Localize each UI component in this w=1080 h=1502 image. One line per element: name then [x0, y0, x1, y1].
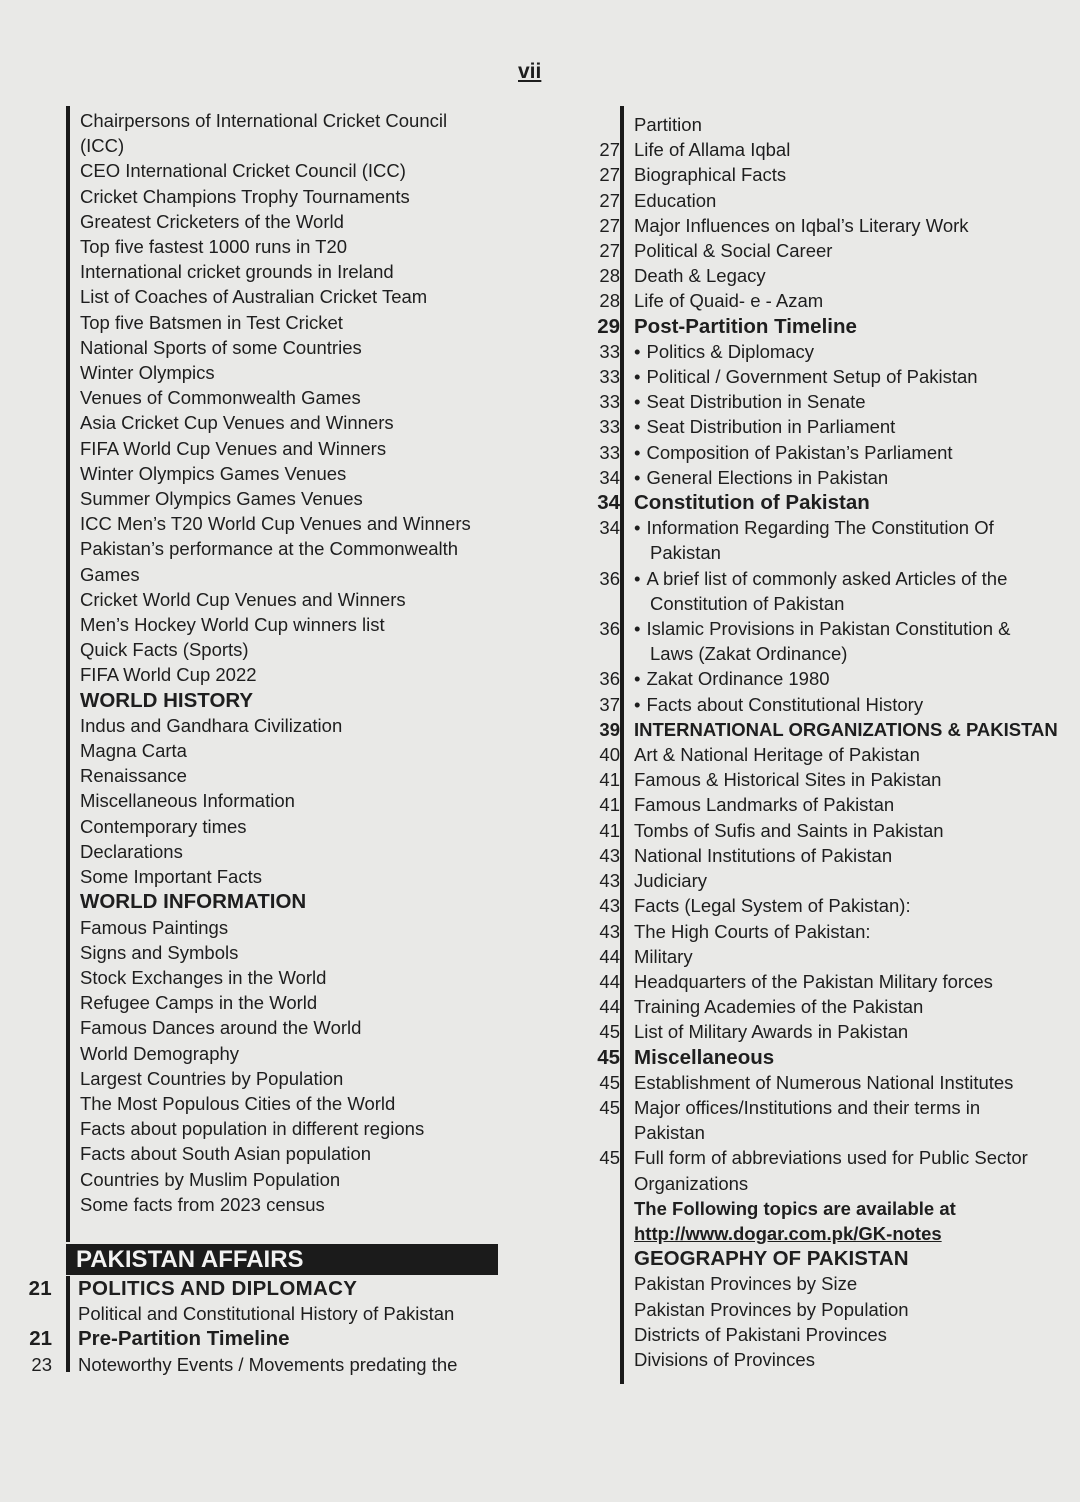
toc-entry-title: • General Elections in Pakistan	[634, 467, 888, 488]
toc-page-number: 27	[599, 189, 620, 211]
toc-entry-title: Military	[634, 945, 693, 967]
toc-entry-title: Cricket World Cup Venues and Winners	[80, 588, 406, 610]
toc-entry-title: • Politics & Diplomacy	[634, 341, 814, 362]
toc-page-number: 41	[599, 769, 620, 791]
toc-entry	[634, 1171, 1054, 1196]
toc-page-number: 41	[599, 819, 620, 841]
toc-entry-title: Chairpersons of International Cricket Council	[80, 110, 448, 131]
toc-entry-title: Life of Allama Iqbal	[634, 139, 791, 161]
toc-entry	[634, 591, 1054, 616]
toc-entry-title: INTERNATIONAL ORGANIZATIONS & PAKISTAN	[634, 718, 1058, 740]
pakistan-affairs-banner: PAKISTAN AFFAIRS	[66, 1244, 498, 1275]
toc-entry	[634, 1271, 1054, 1296]
toc-entry-title: Venues of Commonwealth Games	[80, 387, 361, 409]
toc-page-number: 40	[599, 744, 620, 766]
toc-entry-title: Famous & Historical Sites in Pakistan	[634, 769, 942, 791]
toc-entry	[80, 108, 500, 133]
toc-entry	[80, 410, 500, 435]
toc-entry-title: Summer Olympics Games Venues	[80, 488, 363, 510]
toc-entry-title: Top five fastest 1000 runs in T20	[80, 236, 348, 258]
toc-entry	[634, 1246, 1054, 1271]
toc-entry-title: Some facts from 2023 census	[80, 1193, 325, 1215]
toc-entry-title: • Facts about Constitutional History	[634, 694, 923, 715]
toc-entry	[599, 566, 1054, 591]
toc-entry	[80, 486, 500, 511]
toc-entry	[80, 662, 500, 687]
toc-entry-title: National Sports of some Countries	[80, 336, 362, 358]
toc-entry-title: FIFA World Cup Venues and Winners	[80, 437, 387, 459]
toc-page-number: 44	[599, 945, 620, 967]
pakistan-affairs-toc	[28, 1276, 518, 1377]
toc-entry-title: Training Academies of the Pakistan	[634, 996, 924, 1018]
toc-page-number: 34	[599, 517, 620, 539]
toc-page-number: 36	[599, 618, 620, 640]
toc-entry-title: CEO International Cricket Council (ICC)	[80, 160, 406, 182]
toc-page-number: 44	[599, 970, 620, 992]
toc-entry-title: List of Coaches of Australian Cricket Team	[80, 286, 428, 308]
toc-page-number: 28	[599, 265, 620, 287]
toc-page-number: 45	[599, 1071, 620, 1093]
toc-entry-title: • A brief list of commonly asked Articles of the	[634, 568, 1007, 589]
toc-entry	[634, 641, 1054, 666]
toc-entry-title: Pakistan’s performance at the Commonwealth	[80, 538, 459, 560]
toc-entry	[80, 915, 500, 940]
toc-entry	[80, 158, 500, 183]
toc-entry-title: • Seat Distribution in Senate	[634, 391, 866, 412]
toc-entry	[634, 1322, 1054, 1347]
toc-entry	[599, 515, 1054, 540]
toc-entry	[634, 1196, 1054, 1221]
toc-entry-title: WORLD HISTORY	[80, 688, 254, 712]
toc-entry	[80, 562, 500, 587]
toc-page-number: 37	[599, 693, 620, 715]
toc-entry-title: Signs and Symbols	[80, 941, 239, 963]
toc-entry-title: Miscellaneous	[634, 1045, 775, 1069]
toc-entry-title: Constitution of Pakistan	[650, 592, 845, 614]
page-number: vii	[518, 60, 542, 83]
toc-entry-title: Greatest Cricketers of the World	[80, 210, 344, 232]
toc-entry-title: The Following topics are available at	[634, 1197, 956, 1219]
toc-entry	[80, 814, 500, 839]
toc-entry	[634, 1120, 1054, 1145]
toc-entry	[634, 1347, 1054, 1372]
toc-entry-title: • Islamic Provisions in Pakistan Constitution &	[634, 618, 1010, 639]
toc-entry-title: Organizations	[634, 1172, 749, 1194]
toc-page-number: 45	[599, 1021, 620, 1043]
toc-entry	[599, 818, 1054, 843]
toc-entry	[599, 213, 1054, 238]
toc-entry-title: Districts of Pakistani Provinces	[634, 1323, 887, 1345]
toc-entry	[599, 616, 1054, 641]
toc-entry-title: WORLD INFORMATION	[80, 890, 307, 914]
toc-entry-title: • Zakat Ordinance 1980	[634, 668, 830, 689]
toc-entry	[80, 1066, 500, 1091]
toc-page-number: 43	[599, 870, 620, 892]
toc-entry	[80, 335, 500, 360]
toc-entry	[599, 717, 1058, 742]
toc-page-number: 34	[597, 491, 620, 515]
right-column-rule	[620, 106, 624, 1384]
toc-page-number: 45	[597, 1045, 620, 1069]
toc-entry	[599, 767, 1054, 792]
toc-entry-title: Largest Countries by Population	[80, 1067, 344, 1089]
toc-entry	[80, 637, 500, 662]
toc-entry-title: Biographical Facts	[634, 164, 787, 186]
toc-page-number: 43	[599, 895, 620, 917]
toc-page-number: 23	[31, 1353, 52, 1375]
toc-page-number: 33	[599, 340, 620, 362]
toc-entry-title: Noteworthy Events / Movements predating the	[78, 1353, 458, 1375]
toc-entry	[599, 868, 1054, 893]
toc-page-number: 28	[599, 290, 620, 312]
toc-entry-title: Facts (Legal System of Pakistan):	[634, 895, 911, 917]
toc-entry-title: Some Important Facts	[80, 866, 262, 888]
toc-entry-title: Divisions of Provinces	[634, 1348, 815, 1370]
toc-entry-title: Laws (Zakat Ordinance)	[650, 643, 848, 665]
toc-entry	[80, 1141, 500, 1166]
toc-entry-title: Countries by Muslim Population	[80, 1168, 341, 1190]
toc-entry	[599, 666, 1054, 691]
toc-entry	[634, 1297, 1054, 1322]
toc-entry-title: Famous Dances around the World	[80, 1017, 362, 1039]
toc-entry-title: Contemporary times	[80, 815, 247, 837]
toc-entry-title: POLITICS AND DIPLOMACY	[78, 1277, 358, 1300]
toc-entry	[31, 1352, 518, 1377]
toc-entry-title: • Information Regarding The Constitution Of	[634, 517, 994, 538]
toc-entry	[599, 1095, 1054, 1120]
toc-entry-title: The Most Populous Cities of the World	[80, 1092, 396, 1114]
toc-entry	[597, 490, 1054, 515]
toc-page-number: 36	[599, 567, 620, 589]
toc-entry	[599, 364, 1054, 389]
toc-entry-title: Full form of abbreviations used for Public Sector	[634, 1147, 1028, 1169]
toc-entry	[599, 919, 1054, 944]
toc-entry-title: GEOGRAPHY OF PAKISTAN	[634, 1247, 909, 1271]
toc-entry-title: Cricket Champions Trophy Tournaments	[80, 185, 410, 207]
toc-entry	[80, 1167, 500, 1192]
notes-link[interactable]: http://www.dogar.com.pk/GK-notes	[634, 1222, 942, 1244]
toc-entry	[599, 893, 1054, 918]
toc-entry	[599, 742, 1054, 767]
toc-entry	[80, 788, 500, 813]
toc-entry-title: Establishment of Numerous National Institutes	[634, 1071, 1014, 1093]
toc-entry	[80, 965, 500, 990]
toc-entry-title: Facts about population in different regions	[80, 1118, 425, 1140]
toc-entry	[599, 1019, 1054, 1044]
toc-entry-title: World Demography	[80, 1042, 240, 1064]
toc-entry-title: FIFA World Cup 2022	[80, 664, 257, 686]
toc-entry	[599, 465, 1054, 490]
toc-entry	[80, 511, 500, 536]
toc-entry	[634, 1221, 1054, 1246]
toc-entry-title: Political and Constitutional History of Pakistan	[78, 1303, 455, 1325]
toc-entry-title: ICC Men’s T20 World Cup Venues and Winners	[80, 513, 471, 535]
toc-entry	[80, 1041, 500, 1066]
toc-entry	[80, 436, 500, 461]
toc-entry-title: Constitution of Pakistan	[634, 491, 870, 515]
toc-entry	[80, 864, 500, 889]
toc-page-number: 33	[599, 416, 620, 438]
toc-entry	[80, 461, 500, 486]
toc-entry	[80, 310, 500, 335]
toc-entry	[599, 137, 1054, 162]
toc-entry	[29, 1326, 518, 1351]
toc-page-number: 33	[599, 366, 620, 388]
toc-entry-title: Partition	[634, 114, 702, 135]
toc-entry-title: Refugee Camps in the World	[80, 992, 318, 1014]
toc-page-number: 33	[599, 441, 620, 463]
toc-page-number: 45	[599, 1147, 620, 1169]
toc-entry	[597, 314, 1054, 339]
toc-entry	[80, 385, 500, 410]
toc-entry	[634, 540, 1054, 565]
toc-page-number: 45	[599, 1096, 620, 1118]
toc-entry-title: Indus and Gandhara Civilization	[80, 714, 343, 736]
toc-page-number: 33	[599, 391, 620, 413]
toc-page-number: 29	[597, 314, 620, 338]
toc-entry	[80, 587, 500, 612]
toc-entry	[634, 112, 1054, 137]
toc-entry	[599, 339, 1054, 364]
toc-page-number: 21	[28, 1277, 52, 1300]
right-column-toc	[597, 112, 1058, 1372]
toc-entry-title: Magna Carta	[80, 740, 187, 762]
toc-entry	[80, 1116, 500, 1141]
toc-entry	[599, 843, 1054, 868]
toc-entry-title: Education	[634, 189, 717, 211]
toc-entry	[80, 763, 500, 788]
toc-entry	[80, 133, 500, 158]
toc-entry-title: Art & National Heritage of Pakistan	[634, 744, 920, 766]
toc-entry-title: Pakistan	[650, 542, 721, 564]
toc-entry-title: Renaissance	[80, 765, 187, 787]
toc-entry-title: Famous Landmarks of Pakistan	[634, 794, 895, 816]
toc-page-number: 27	[599, 240, 620, 262]
toc-page-number: 39	[599, 718, 620, 740]
toc-entry-title: • Composition of Pakistan’s Parliament	[634, 442, 953, 463]
toc-entry	[599, 389, 1054, 414]
toc-entry-title: Pakistan	[634, 1122, 705, 1144]
toc-entry-title: Major offices/Institutions and their terms in	[634, 1096, 981, 1118]
toc-entry-title: Winter Olympics Games Venues	[80, 462, 347, 484]
toc-entry	[599, 969, 1054, 994]
toc-page-number: 21	[29, 1327, 52, 1351]
toc-entry-title: Pakistan Provinces by Size	[634, 1273, 858, 1295]
toc-page-number: 34	[599, 466, 620, 488]
toc-entry-title: Headquarters of the Pakistan Military forces	[634, 970, 993, 992]
toc-entry-title: • Seat Distribution in Parliament	[634, 416, 895, 437]
toc-entry	[599, 1070, 1054, 1095]
toc-entry-title: National Institutions of Pakistan	[634, 844, 893, 866]
toc-entry-title: Declarations	[80, 840, 183, 862]
toc-page-number: 27	[599, 164, 620, 186]
toc-entry	[599, 288, 1054, 313]
toc-entry-title: Games	[80, 563, 140, 585]
left-column-rule-lower	[66, 1276, 70, 1372]
toc-entry	[80, 284, 500, 309]
toc-entry-title: Pre-Partition Timeline	[78, 1327, 290, 1351]
toc-entry	[80, 1091, 500, 1116]
toc-entry	[80, 360, 500, 385]
toc-entry	[80, 234, 500, 259]
toc-entry-title: Political & Social Career	[634, 240, 833, 262]
toc-entry	[80, 612, 500, 637]
toc-entry-title: (ICC)	[80, 135, 125, 157]
toc-entry	[599, 414, 1054, 439]
toc-entry-title: Top five Batsmen in Test Cricket	[80, 311, 343, 333]
toc-entry-title: Quick Facts (Sports)	[80, 639, 249, 661]
toc-entry	[599, 1145, 1054, 1170]
toc-entry	[599, 692, 1054, 717]
toc-entry	[80, 209, 500, 234]
toc-entry	[599, 263, 1054, 288]
toc-entry-title: The High Courts of Pakistan:	[634, 920, 871, 942]
left-column-rule	[66, 106, 70, 1242]
toc-page-number: 43	[599, 920, 620, 942]
toc-entry	[80, 990, 500, 1015]
toc-entry-title: Death & Legacy	[634, 265, 766, 287]
toc-entry	[80, 738, 500, 763]
toc-entry-title: Major Influences on Iqbal’s Literary Work	[634, 214, 969, 236]
toc-entry	[599, 440, 1054, 465]
toc-entry	[80, 1192, 500, 1217]
toc-entry-title: Winter Olympics	[80, 362, 215, 384]
toc-entry	[599, 944, 1054, 969]
toc-entry-title: Facts about South Asian population	[80, 1143, 372, 1165]
toc-page-number: 27	[599, 214, 620, 236]
toc-entry	[599, 162, 1054, 187]
toc-entry	[80, 536, 500, 561]
toc-page-number: 44	[599, 996, 620, 1018]
toc-entry	[80, 713, 500, 738]
toc-page-number: 41	[599, 794, 620, 816]
toc-page-number: 27	[599, 139, 620, 161]
toc-entry	[80, 259, 500, 284]
toc-entry	[78, 1301, 518, 1326]
toc-entry	[80, 839, 500, 864]
toc-entry	[597, 1045, 1054, 1070]
toc-page-number: 43	[599, 844, 620, 866]
toc-entry-title: Asia Cricket Cup Venues and Winners	[80, 412, 394, 434]
toc-entry-title: Stock Exchanges in the World	[80, 966, 327, 988]
toc-entry	[28, 1276, 518, 1301]
toc-entry	[599, 792, 1054, 817]
toc-entry-title: Famous Paintings	[80, 916, 229, 938]
toc-entry	[80, 184, 500, 209]
toc-page-number: 36	[599, 668, 620, 690]
toc-entry	[599, 238, 1054, 263]
toc-entry-title: Tombs of Sufis and Saints in Pakistan	[634, 819, 944, 841]
toc-entry-title: Judiciary	[634, 870, 707, 892]
toc-entry	[80, 889, 500, 914]
toc-entry	[80, 940, 500, 965]
toc-entry	[599, 994, 1054, 1019]
toc-entry-title: • Political / Government Setup of Pakistan	[634, 366, 978, 387]
toc-entry	[80, 1015, 500, 1040]
toc-entry-title: Men’s Hockey World Cup winners list	[80, 614, 385, 636]
toc-entry-title: Miscellaneous Information	[80, 790, 295, 812]
toc-entry-title: Pakistan Provinces by Population	[634, 1298, 909, 1320]
toc-entry	[599, 188, 1054, 213]
toc-entry-title: Life of Quaid- e - Azam	[634, 290, 824, 312]
left-column-toc	[80, 108, 500, 1217]
toc-entry-title: Post-Partition Timeline	[634, 314, 857, 338]
toc-entry-title: International cricket grounds in Ireland	[80, 261, 394, 283]
toc-entry	[80, 688, 500, 713]
toc-entry-title: List of Military Awards in Pakistan	[634, 1021, 909, 1043]
